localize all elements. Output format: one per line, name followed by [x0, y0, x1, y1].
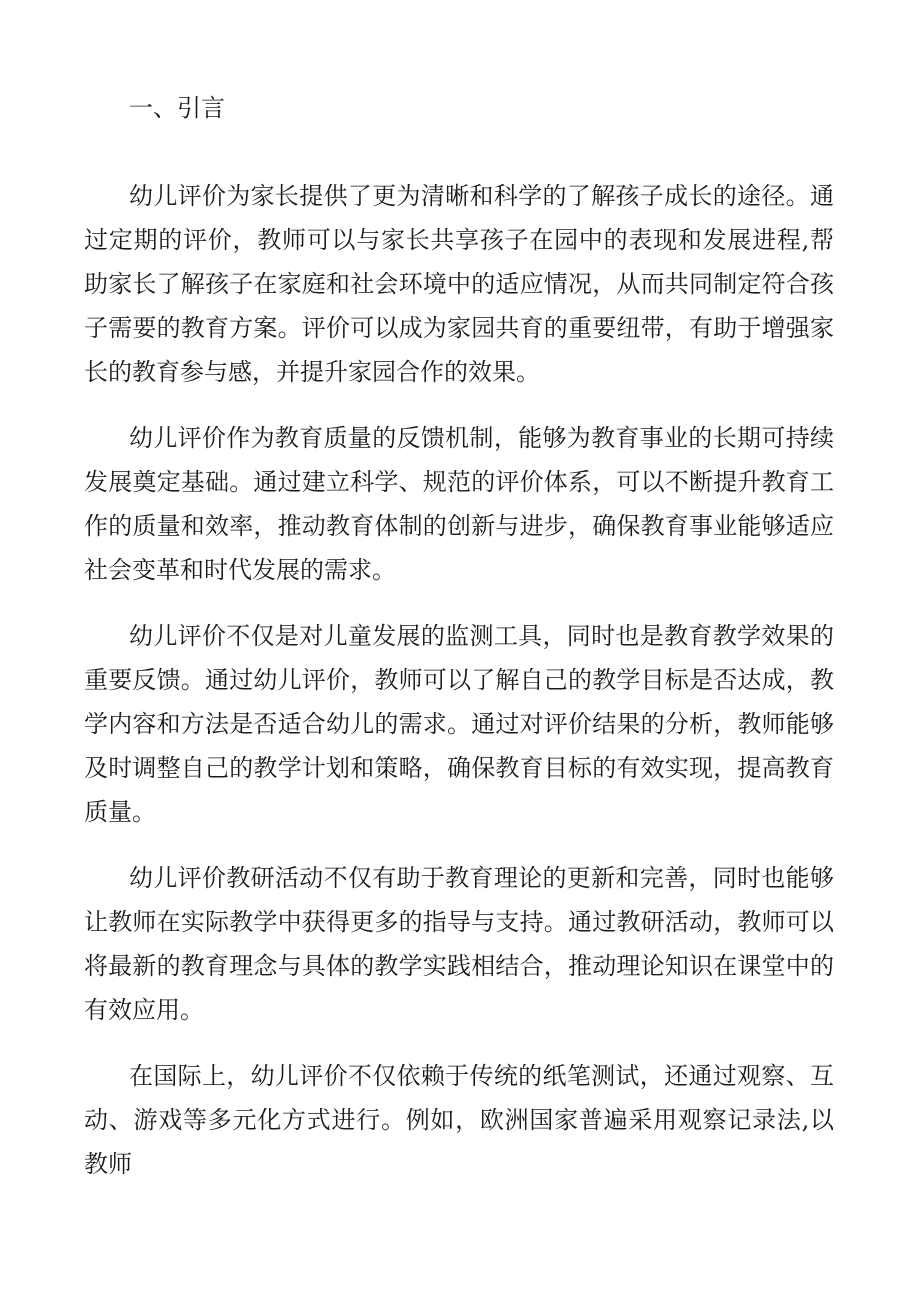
- paragraph-2: 幼儿评价作为教育质量的反馈机制，能够为教育事业的长期可持续发展奠定基础。通过建立科学、规范的评价体系，可以不断提升教育工作的质量和效率，推动教育体制的创新与进步，确保教育事业能够适应社会变革和时代发展的需求。: [84, 424, 834, 584]
- document-body: [84, 86, 834, 1186]
- section-heading: 一、引言: [129, 94, 225, 122]
- paragraph-4: 幼儿评价教研活动不仅有助于教育理论的更新和完善，同时也能够让教师在实际教学中获得更多的指导与支持。通过教研活动，教师可以将最新的教育理念与具体的教学实践相结合，推动理论知识在课堂中的有效应用。: [84, 864, 834, 1024]
- paragraph-1: 幼儿评价为家长提供了更为清晰和科学的了解孩子成长的途径。通过定期的评价，教师可以与家长共享孩子在园中的表现和发展进程,帮助家长了解孩子在家庭和社会环境中的适应情况，从而共同制定符合孩子需要的教育方案。评价可以成为家园共育的重要纽带，有助于增强家长的教育参与感，并提升家园合作的效果。: [84, 182, 834, 386]
- paragraph-5: 在国际上，幼儿评价不仅依赖于传统的纸笔测试，还通过观察、互动、游戏等多元化方式进行。例如，欧洲国家普遍采用观察记录法,以教师: [84, 1062, 834, 1178]
- paragraph-3: 幼儿评价不仅是对儿童发展的监测工具，同时也是教育教学效果的重要反馈。通过幼儿评价，教师可以了解自己的教学目标是否达成，教学内容和方法是否适合幼儿的需求。通过对评价结果的分析，教师能够及时调整自己的教学计划和策略，确保教育目标的有效实现，提高教育质量。: [84, 622, 834, 826]
- heading-spacer: [84, 130, 834, 152]
